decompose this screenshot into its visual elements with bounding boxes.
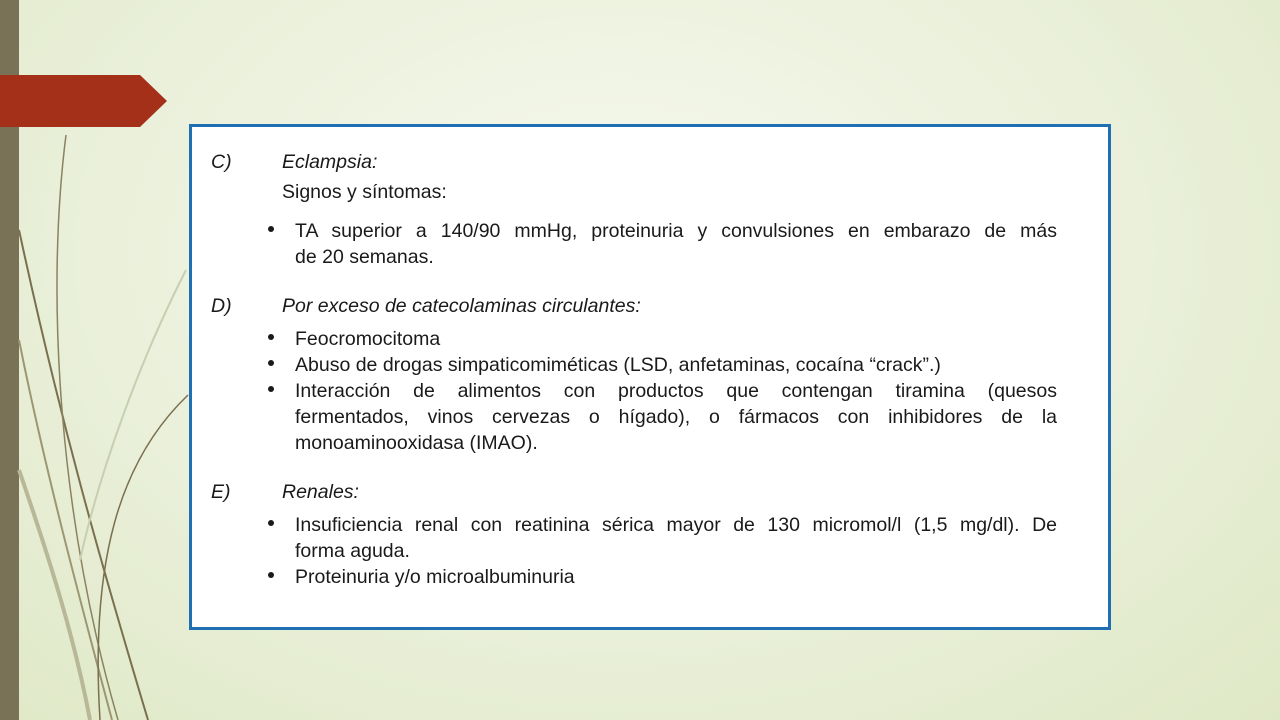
section-c-subtitle: Signos y síntomas: [282, 181, 447, 203]
section-c-letter: C) [211, 151, 232, 173]
document-excerpt-box [189, 124, 1111, 630]
section-e-title: Renales: [282, 481, 359, 503]
bullet-dot [268, 520, 274, 526]
bullet-dot [268, 360, 274, 366]
section-d-item-3-line-3: monoaminooxidasa (IMAO). [295, 432, 538, 454]
section-e-item-1-line-1: Insuficiencia renal con reatinina sérica mayor de 130 micromol/l (1,5 mg/dl). De [295, 514, 1057, 536]
bullet-dot [268, 226, 274, 232]
bullet-dot [268, 334, 274, 340]
title-arrow-tab [0, 75, 167, 127]
section-e-letter: E) [211, 481, 231, 503]
section-d-item-3-line-1: Interacción de alimentos con productos que contengan tiramina (quesos [295, 380, 1057, 402]
section-c-item-1-line-2: de 20 semanas. [295, 246, 434, 268]
section-d-item-2: Abuso de drogas simpaticomiméticas (LSD, anfetaminas, cocaína “crack”.) [295, 354, 941, 376]
section-d-title: Por exceso de catecolaminas circulantes: [282, 295, 641, 317]
section-d-letter: D) [211, 295, 232, 317]
section-c-title: Eclampsia: [282, 151, 378, 173]
bullet-dot [268, 386, 274, 392]
section-e-item-1-line-2: forma aguda. [295, 540, 410, 562]
section-e-item-2: Proteinuria y/o microalbuminuria [295, 566, 575, 588]
section-c-item-1-line-1: TA superior a 140/90 mmHg, proteinuria y convulsiones en embarazo de más [295, 220, 1057, 242]
section-d-item-1: Feocromocitoma [295, 328, 441, 350]
section-d-item-3-line-2: fermentados, vinos cervezas o hígado), o fármacos con inhibidores de la [295, 406, 1057, 428]
bullet-dot [268, 572, 274, 578]
